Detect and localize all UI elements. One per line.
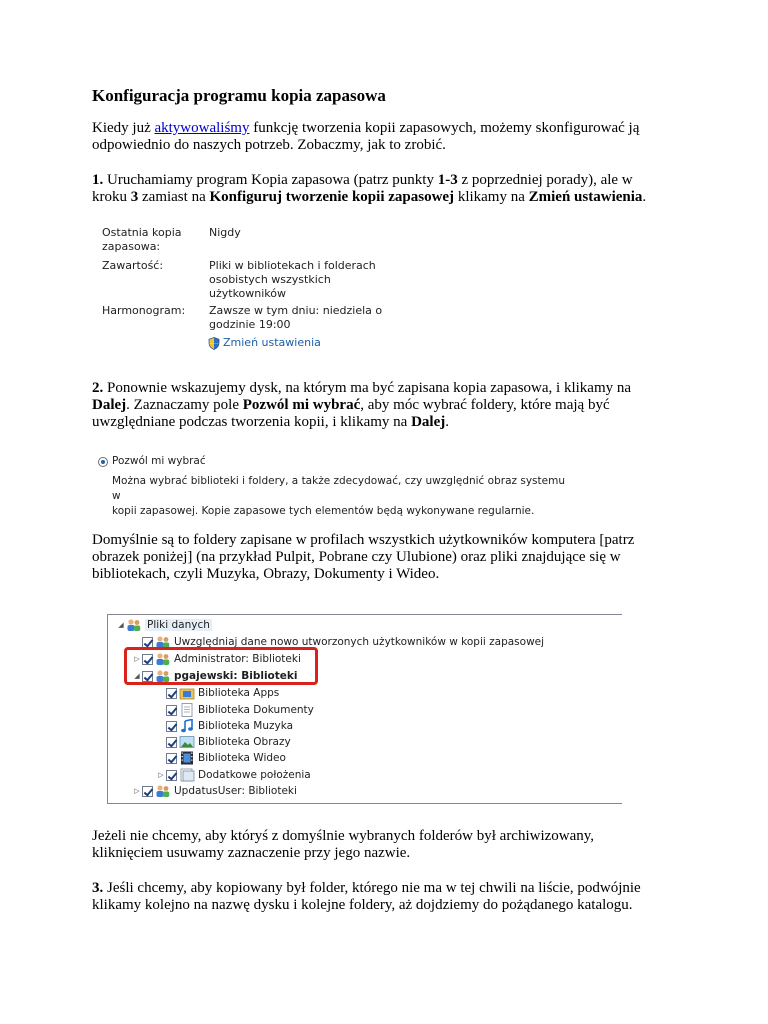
- documents-library-icon: [179, 703, 195, 717]
- tree-row[interactable]: [156, 685, 279, 701]
- tree-checkbox[interactable]: [166, 753, 177, 764]
- tree-row-label: Biblioteka Wideo: [198, 752, 286, 764]
- tree-row[interactable]: [156, 734, 291, 750]
- expander-arrow-icon[interactable]: ▷: [158, 771, 164, 779]
- users-icon: [126, 618, 142, 632]
- tree-checkbox[interactable]: [166, 688, 177, 699]
- tree-row-label: Dodatkowe położenia: [198, 769, 311, 781]
- intro-paragraph: Kiedy już aktywowaliśmy funkcję tworzenia kopii zapasowych, możemy skonfigurować ją odpowiednio do naszych potrzeb. Zobaczmy, jak to zrobić.: [92, 120, 640, 153]
- tree-row[interactable]: [116, 617, 212, 633]
- step-3-paragraph: 3. Jeśli chcemy, aby kopiowany był folder, którego nie ma w tej chwili na liście, podwójnie klikamy kolejno na nazwę dysku i kolejne foldery, aż dojdziemy do pożądanego katalogu.: [92, 880, 641, 913]
- let-me-choose-description: Można wybrać biblioteki i foldery, a także zdecydować, czy uwzględnić obraz systemu w kopii zapasowej. Kopie zapasowe tych elementów będą wykonywane regularnie.: [112, 475, 565, 517]
- tree-row[interactable]: [156, 718, 293, 734]
- schedule-value: Zawsze w tym dniu: niedziela o godzinie 19:00: [209, 304, 383, 331]
- let-me-choose-radio[interactable]: [98, 457, 108, 467]
- last-backup-value: Nigdy: [209, 226, 241, 239]
- tree-checkbox[interactable]: [142, 637, 153, 648]
- contents-label: Zawartość:: [102, 259, 164, 272]
- data-files-tree: [107, 614, 622, 804]
- expander-arrow-icon[interactable]: ◢: [118, 621, 124, 629]
- tree-row[interactable]: [156, 767, 311, 783]
- tree-row[interactable]: [132, 783, 297, 799]
- tree-row-label: Biblioteka Obrazy: [198, 736, 291, 748]
- tree-row-label: Pliki danych: [147, 619, 210, 631]
- music-library-icon: [179, 719, 195, 733]
- expander-arrow-icon[interactable]: ◢: [134, 672, 140, 680]
- tree-row-label: Uwzględniaj dane nowo utworzonych użytkowników w kopii zapasowej: [174, 636, 545, 648]
- tree-checkbox[interactable]: [166, 770, 177, 781]
- tree-row-label: UpdatusUser: Biblioteki: [174, 785, 297, 797]
- default-folders-paragraph: Domyślnie są to foldery zapisane w profilach wszystkich użytkowników komputera [patrz obrazek poniżej] (na przykład Pulpit, Pobrane czy Ulubione) oraz pliki znajdujące się w bibliotekach, czyli Muzyka, Obrazy, Dokumenty i Wideo.: [92, 532, 635, 582]
- page-title: Konfiguracja programu kopia zapasowa: [92, 86, 386, 105]
- tree-checkbox[interactable]: [142, 786, 153, 797]
- activated-link[interactable]: aktywowaliśmy: [154, 120, 250, 136]
- backup-settings-screenshot: [100, 226, 400, 356]
- folder-icon: [179, 768, 195, 782]
- uncheck-paragraph: Jeżeli nie chcemy, aby któryś z domyślnie wybranych folderów był archiwizowany, kliknięciem usuwamy zaznaczenie przy jego nazwie.: [92, 828, 595, 861]
- pictures-library-icon: [179, 735, 195, 749]
- contents-value: Pliki w bibliotekach i folderach osobistych wszystkich użytkowników: [209, 259, 376, 300]
- apps-library-icon: [179, 686, 195, 700]
- expander-arrow-icon[interactable]: ▷: [134, 655, 140, 663]
- tree-row[interactable]: [156, 702, 314, 718]
- tree-checkbox[interactable]: [166, 705, 177, 716]
- video-library-icon: [179, 751, 195, 765]
- highlight-box: [124, 647, 318, 685]
- tree-checkbox[interactable]: [166, 737, 177, 748]
- tree-row-label: Biblioteka Muzyka: [198, 720, 294, 732]
- last-backup-label: Ostatnia kopia zapasowa:: [102, 226, 182, 253]
- tree-row-label: Biblioteka Apps: [198, 687, 280, 699]
- tree-row-label: Biblioteka Dokumenty: [198, 704, 314, 716]
- change-settings-link[interactable]: Zmień ustawienia: [208, 336, 321, 350]
- step-1-paragraph: 1. Uruchamiamy program Kopia zapasowa (patrz punkty 1-3 z poprzedniej porady), ale w kroku 3 zamiast na Konfiguruj tworzenie kopii zapasowej klikamy na Zmień ustawienia.: [92, 172, 647, 205]
- tree-row-label: pgajewski: Biblioteki: [174, 670, 298, 682]
- tree-checkbox[interactable]: [166, 721, 177, 732]
- tree-row-label: Administrator: Biblioteki: [174, 653, 301, 665]
- step-2-paragraph: 2. Ponownie wskazujemy dysk, na którym ma być zapisana kopia zapasowa, i klikamy na Dalej. Zaznaczamy pole Pozwól mi wybrać, aby móc wybrać foldery, które mają być uwzględniane podczas tworzenia kopii, i klikamy na Dalej.: [92, 380, 632, 430]
- tree-row[interactable]: [156, 750, 286, 766]
- uac-shield-icon: [208, 337, 220, 350]
- users-icon: [155, 784, 171, 798]
- let-me-choose-screenshot: [96, 454, 576, 517]
- expander-arrow-icon[interactable]: ▷: [134, 787, 140, 795]
- schedule-label: Harmonogram:: [102, 304, 186, 317]
- let-me-choose-label: Pozwól mi wybrać: [112, 455, 206, 467]
